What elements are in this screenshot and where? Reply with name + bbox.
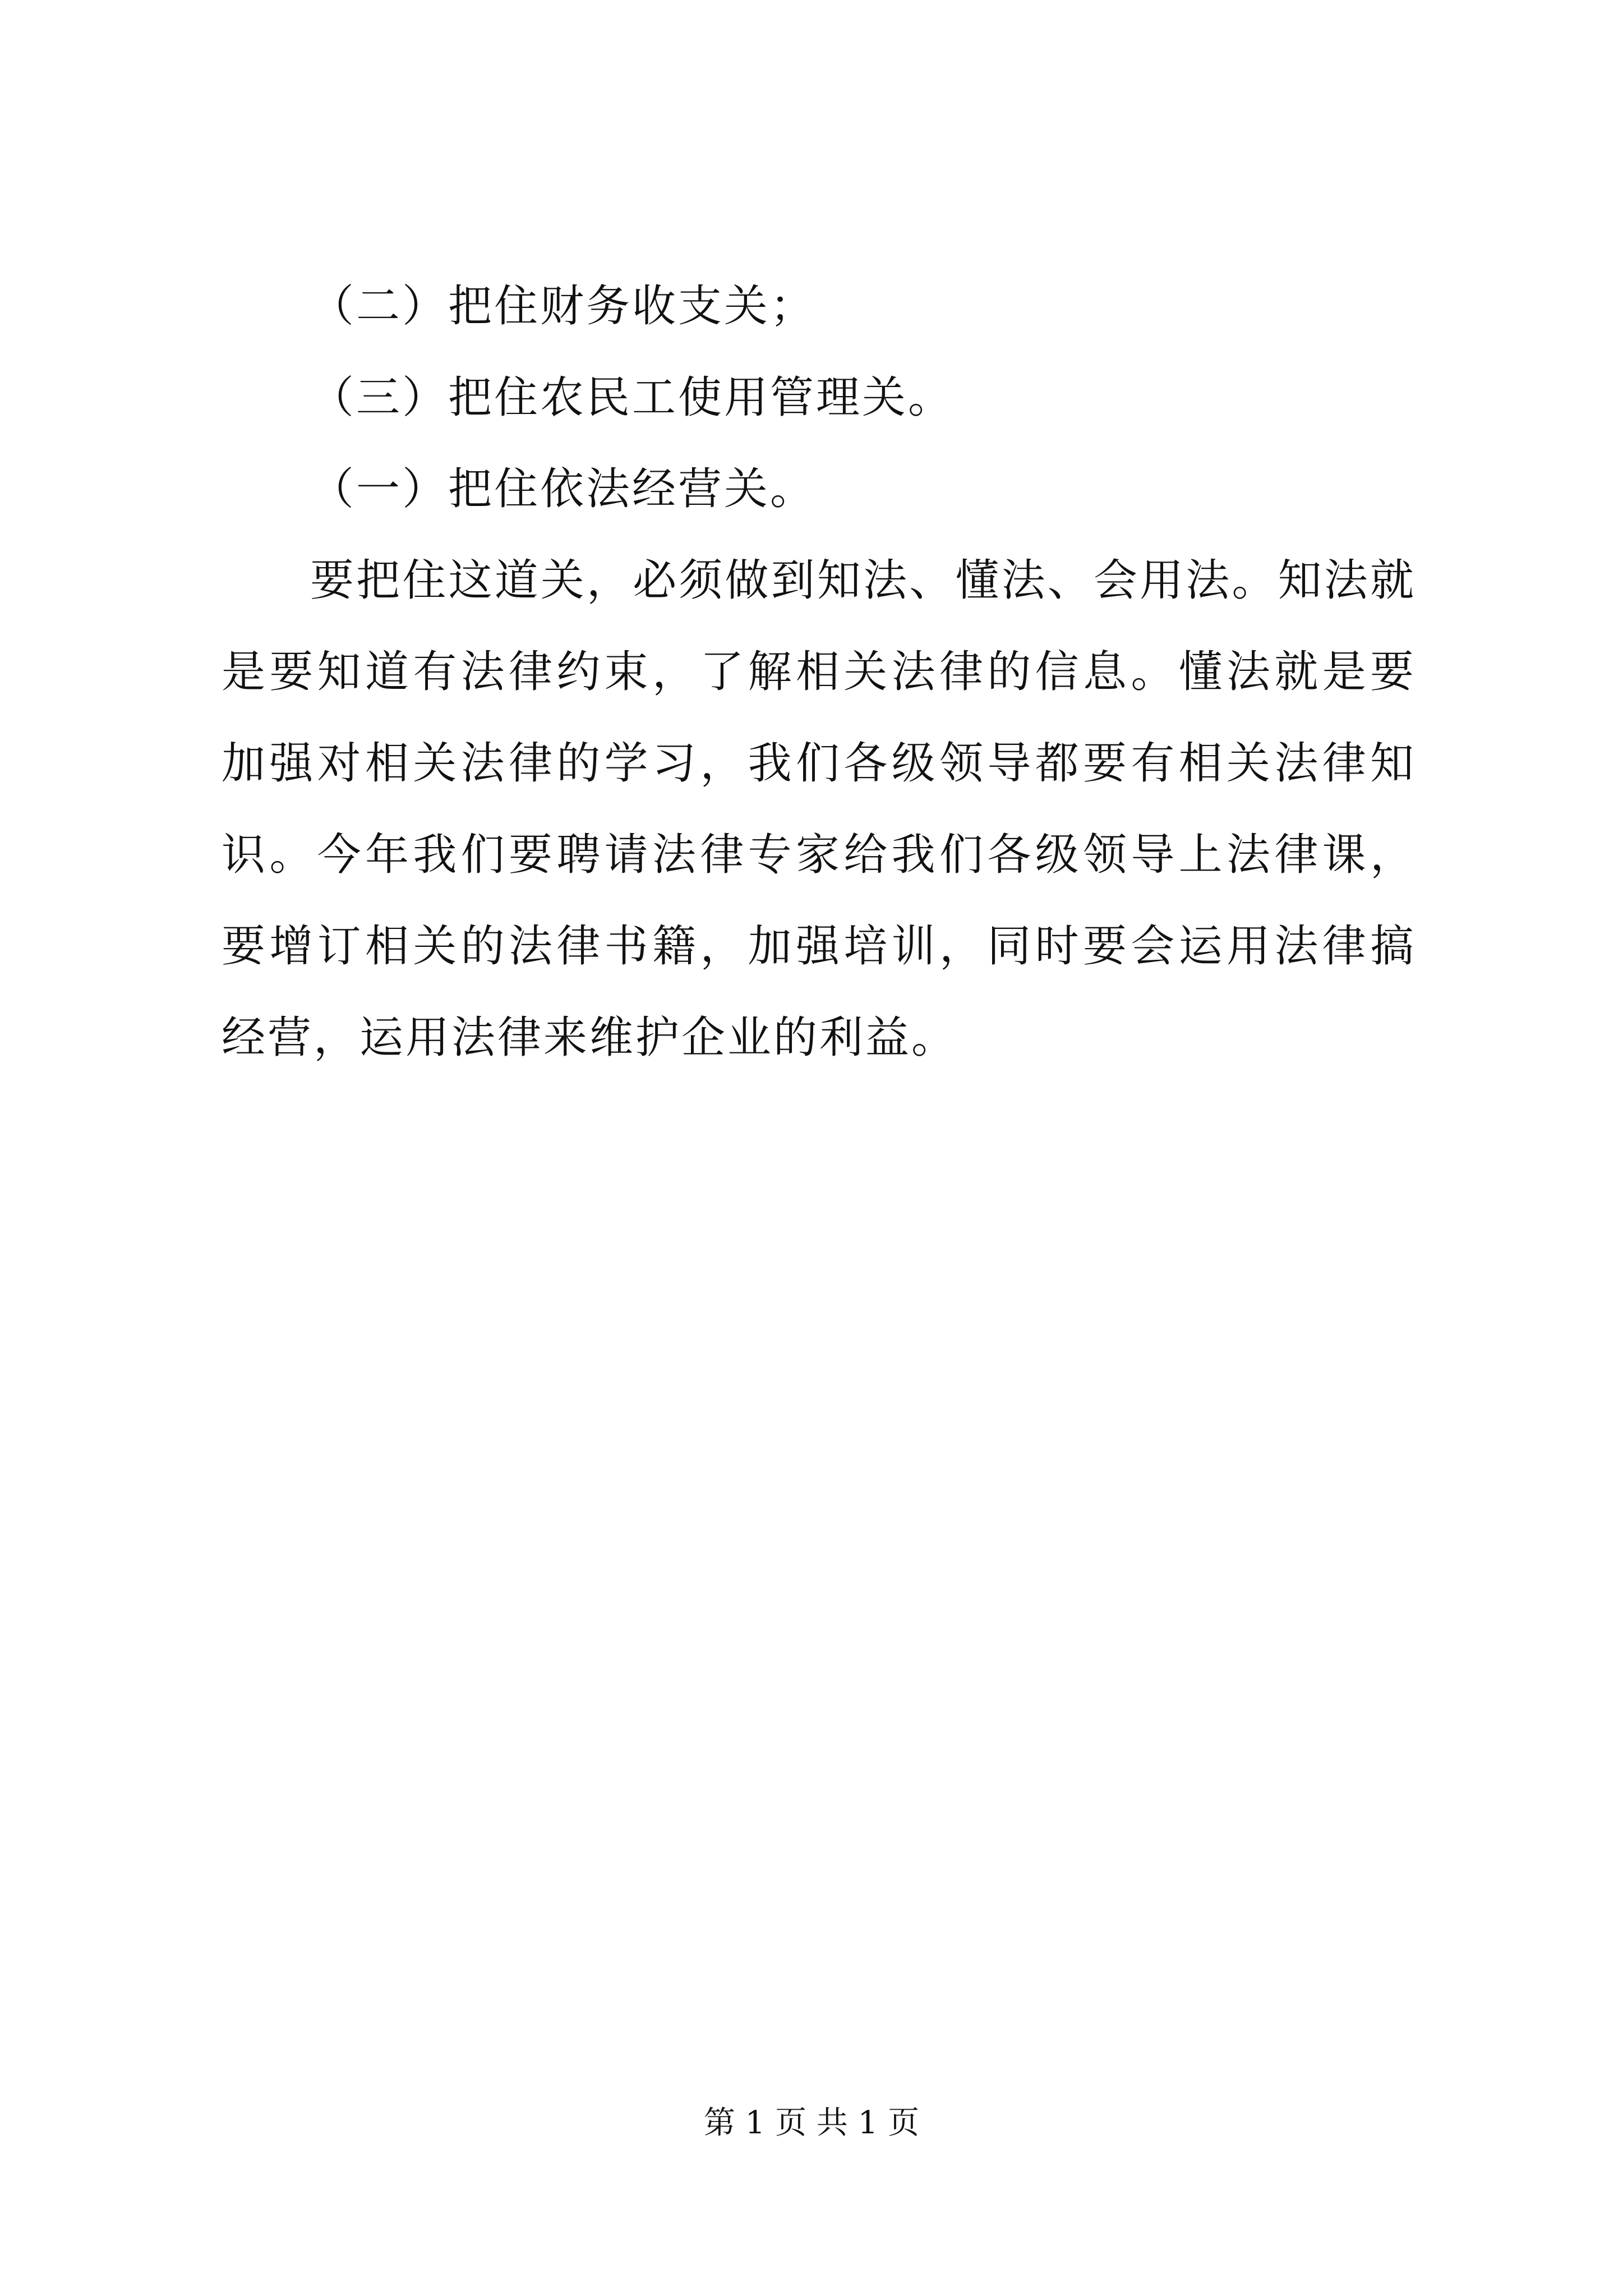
body-paragraph: 要把住这道关，必须做到知法、懂法、会用法。知法就是要知道有法律约束，了解相关法律的信息。懂法就是要加强对相关法律的学习，我们各级领导都要有相关法律知识。今年我们要聘请法律专家给我们各级领导上法律课，要增订相关的法律书籍，加强培训，同时要会运用法律搞经营，运用法律来维护企业的利益。 xyxy=(222,555,1416,1063)
list-item-lawful-operation: （一）把住依法经营关。 xyxy=(310,464,817,514)
document-body xyxy=(222,261,1416,1084)
list-item-migrant-workers: （三）把住农民工使用管理关。 xyxy=(310,372,955,423)
page-number-footer: 第 1 页 共 1 页 xyxy=(703,2105,920,2141)
list-item-finance: （二）把住财务收支关； xyxy=(310,281,817,332)
